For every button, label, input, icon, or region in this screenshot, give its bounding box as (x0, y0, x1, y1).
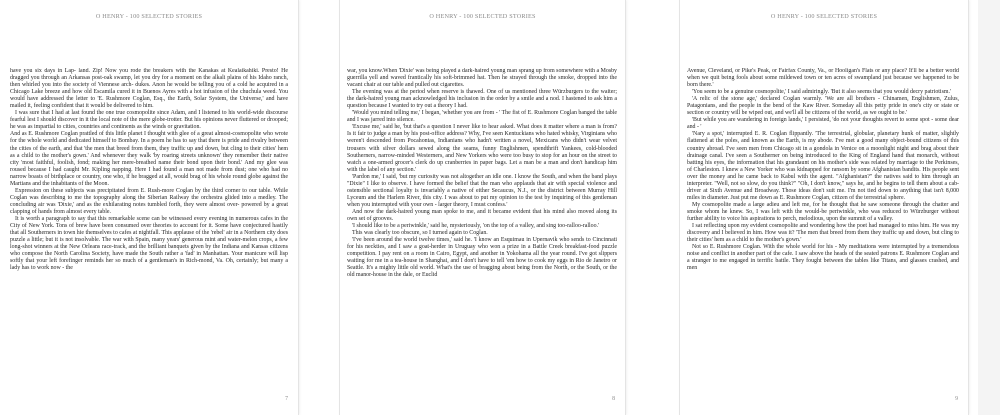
page-number: 9 (955, 396, 958, 402)
paragraph: 'But while you are wandering in foreign lands,' I persisted, 'do not your thoughts revert to some spot - some dear and - ' (687, 117, 959, 131)
running-head: O HENRY - 100 SELECTED STORIES (95, 13, 203, 20)
paragraph: Avenue, Cleveland, or Pike's Peak, or Fairfax County, Va., or Hooligan's Flats or any place? It'll be a better world when we quit being fools about some mildewed town or ten acres of swampland just because we happened to be born there.' (687, 68, 959, 89)
paragraph: 'I've been around the world twelve times,' said he. 'I know an Esquimau in Upernavik who sends to Cincinnati for his neckties, and I saw a goat-herder in Uruguay who won a prize in a Battle Creek breakfast-food puzzle competition. I pay rent on a room in Cairo, Egypt, and another in Yokohama all the year round. I've got slippers waiting for me in a tea-house in Shanghai, and I don't have to tell 'em how to cook my eggs in Rio de Janeiro or Seattle. It's a mighty little old world. What's the use of bragging about being from the North, or the South, or the old manor-house in the dale, or Euclid (347, 237, 617, 279)
paragraph: 'Excuse me,' said he, 'but that's a question I never like to hear asked. What does it matter where a man is from? Is it fair to judge a man by his post-office address? Why, I've seen Kentuckians who hated whisky, Virginians who weren't descended from Pocahontas, Indianians who hadn't written a novel, Mexicans who didn't wear velvet trousers with silver dollars sewed along the seams, funny Englishmen, spendthrift Yankees, cold-blooded Southerners, narrow-minded Westerners, and New Yorkers who were too busy to stop for an hour on the street to watch a one-armed grocer's clerk do up cranberries in paper bags. Let a man be a man and don't handicap him with the label of any section.' (347, 124, 617, 173)
viewer-scrollbar[interactable] (978, 0, 1000, 415)
paragraph: 'Would you mind telling me,' I began, 'whether you are from - ' The fist of E. Rushmore Coglan banged the table and I was jarred into silence. (347, 110, 617, 124)
paragraph: And as E. Rushmore Coglan prattled of this little planet I thought with glee of a great almost-cosmopolite who wrote for the whole world and dedicated himself to Bombay. In a poem he has to say that there is pride and rivalry between the cities of the earth, and that 'the men that breed from them, they traffic up and down, but cling to their cities' hem as a child to the mother's gown.' And whenever they walk 'by roaring streets unknown' they remember their native city 'most faithful, foolish, fond; making her mere-breathed name their bond upon their bond.' And my glee was roused because I had caught Mr. Kipling napping. Here I had found a man not made from dust; one who had no narrow boasts of birthplace or country, one who, if he bragged at all, would brag of his whole round globe against the Martians and the inhabitants of the Moon. (10, 131, 288, 187)
page-body-text (10, 68, 288, 393)
paragraph: I sat reflecting upon my evident cosmopolite and wondering how the poet had managed to miss him. He was my discovery and I believed in him. How was it? 'The men that breed from them they traffic up and down, but cling to their cities' hem as a child to the mother's gown.' (687, 223, 959, 244)
paragraph: I was sure that I had at last found the one true cosmopolite since Adam, and I listened to his world-wide discourse fearful lest I should discover in it the local note of the mere globe-trotter. But his opinions never fluttered or drooped; he was as impartial to cities, countries and continents as the winds or gravitation. (10, 110, 288, 131)
paragraph: 'Pardon me,' I said, 'but my curiosity was not altogether an idle one. I know the South, and when the band plays "Dixie" I like to observe. I have formed the belief that the man who applauds that air with special violence and ostensible sectional loyalty is invariably a native of either Secaucus, N.J., or the district between Murray Hill Lyceum and the Harlem River, this city. I was about to put my opinion to the test by inquiring of this gentleman when you interrupted with your own - larger theory, I must confess.' (347, 173, 617, 208)
running-head: O HENRY - 100 SELECTED STORIES (770, 13, 878, 20)
page-body-text (347, 68, 617, 393)
page-number: 7 (285, 396, 288, 402)
paragraph: 'You seem to be a genuine cosmopolite,' I said admiringly. 'But it also seems that you would decry patriotism.' (692, 89, 951, 96)
paragraph: Not so E. Rushmore Coglan. With the whole world for his - My meditations were interrupted by a tremendous noise and conflict in another part of the cafe. I saw above the heads of the seated patrons E. Rushmore Coglan and a stranger to me engaged in terrific battle. They fought between the tables like Titans, and glasses crashed, and men (687, 244, 959, 272)
paragraph: My cosmopolite made a large adieu and left me, for he thought that he saw someone through the chatter and smoke whom he knew. So, I was left with the would-be periwinkle, who was reduced to Würzburger without further ability to voice his aspirations to perch, melodious, upon the summit of a valley. (687, 201, 959, 222)
running-head: O HENRY - 100 SELECTED STORIES (429, 13, 536, 20)
paragraph: 'A relic of the stone age,' declared Coglan warmly. 'We are all brothers - Chinamen, Englishmen, Zulus, Patagonians, and the people in the bend of the Kaw River. Someday all this petty pride in one's city or state or section or country will be wiped out, and we'll all be citizens of the world, as we ought to be.' (687, 96, 959, 117)
paragraph: 'Nary a spot,' interrupted E. R. Coglan flippantly. 'The terrestrial, globular, planetary hunk of matter, slightly flattened at the poles, and known as the Earth, is my abode. I've met a good many object-bound citizens of this country abroad. I've seen men from Chicago sit in a gondola in Venice on a moonlight night and brag about their drainage canal. I've seen a Southerner on being introduced to the King of England hand that monarch, without batting his eyes, the information that his grandaunt on his mother's side was related by marriage to the Perkinses, of Charleston. I knew a New Yorker who was kidnapped for ransom by some Afghanistan bandits. His people sent over the money and he came back to Kabul with the agent. "Afghanistan?" the natives said to him through an interpreter. "Well, not so slow, do you think?" "Oh, I don't know," says he, and he begins to tell them about a cab-driver at Sixth Avenue and Broadway. Those ideas don't suit me. I'm not tied down to anything that isn't 8,000 miles in diameter. Just put me down as E. Rushmore Coglan, citizen of the terrestrial sphere. (687, 131, 959, 201)
page-body-text (687, 68, 959, 393)
paragraph: The evening was at the period when reserve is thawed. One of us mentioned three Würzburgers to the waiter; the dark-haired young man acknowledged his inclusion in the order by a smile and a nod. I hastened to ask him a question because I wanted to try out a theory I had. (347, 89, 617, 110)
page-7 (0, 0, 298, 415)
paragraph: This was clearly too obscure, so I turned again to Coglan. (352, 230, 488, 237)
paragraph: It is worth a paragraph to say that this remarkable scene can be witnessed every evening in numerous cafes in the City of New York. Tons of brew have been consumed over theories to account for it. Some have conjectured hastily that all Southerners in town hie themselves to cafes at nightfall. This applause of the 'rebel' air in a Northern city does puzzle a little; but it is not insolvable. The war with Spain, many years' generous mint and water-melon crops, a few long-shot winners at the New Orleans race-track, and the brilliant banquets given by the Indiana and Kansas citizens who compose the North Carolina Society, have made the South rather a 'fad' in Manhattan. Your manicure will lisp softly that your left forefinger reminds her so much of a gentleman's in Rich-mond, Va. Oh, certainly; but many a lady has to work now - the (10, 215, 288, 272)
page-number: 8 (612, 396, 615, 402)
paragraph: have you six days in Lap- land. Zip! Now you rode the breakers with the Kanakas at Kealaikahiki. Presto! He dragged you through an Arkansas post-oak swamp, let you dry for a moment on the alkali plains of his Idaho ranch, then whirled you into the society of Viennese arch- dukes. Anon he would be telling you of a cold he acquired in a Chicago Lake breeze and how old Escamila cured it in Buenos Ayres with a hot infusion of the chuchula weed. You would have addressed the letter to 'E. Rushmore Coglan, Esq., the Earth, Solar System, the Universe,' and have mailed it, feeling confident that it would be delivered to him. (10, 68, 288, 110)
paragraph: war, you know.When 'Dixie' was being played a dark-haired young man sprang up from somewhere with a Mosby guerrilla yell and waved frantically his soft-brimmed hat. Then he strayed through the smoke, dropped into the vacant chair at our table and pulled out cigarettes. (347, 68, 617, 89)
page-8 (340, 0, 625, 415)
paragraph: 'I should like to be a periwinkle,' said he, mysteriously, 'on the top of a valley, and sing too-ralloo-ralloo.' (352, 223, 600, 230)
paragraph: And now the dark-haired young man spoke to me, and it became evident that his mind also moved along its own set of grooves. (347, 208, 617, 222)
page-9 (680, 0, 968, 415)
paragraph: Expression on these subjects was precipitated from E. Rush-more Coglan by the third corner to our table. While Coglan was describing to me the topography along the Siberian Railway the orchestra glided into a medley. The concluding air was 'Dixie,' and as the exhilarating notes tumbled forth, they were almost over- powered by a great clapping of hands from almost every table. (10, 187, 288, 215)
